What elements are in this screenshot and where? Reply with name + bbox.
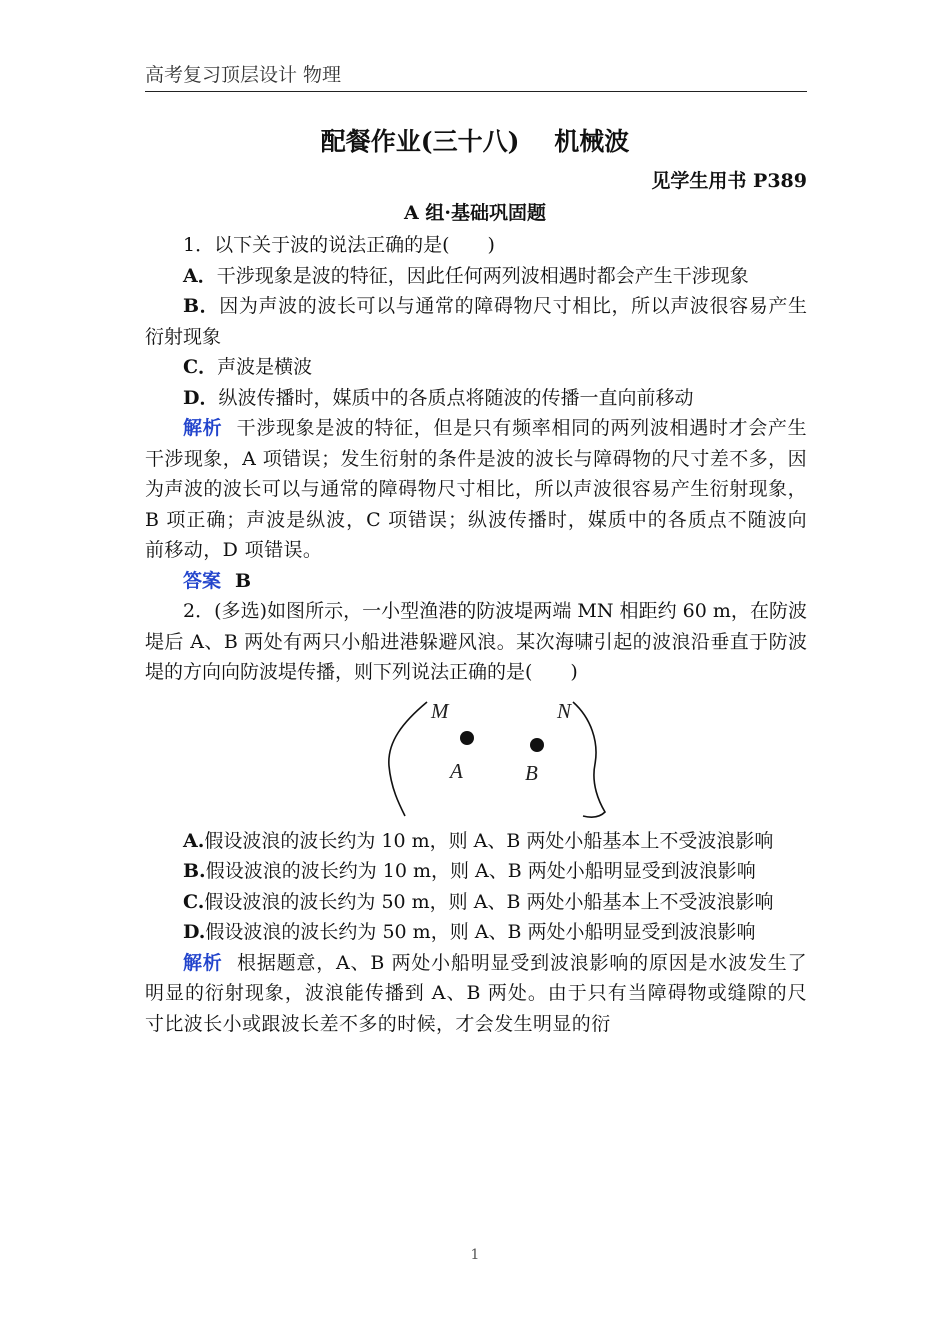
analysis-text: 根据题意，A、B 两处小船明显受到波浪影响的原因是水波发生了明显的衍射现象，波浪能传播到 A、B 两处。由于只有当障碍物或缝隙的尺寸比波长小或跟波长差不多的时候，才会发生明显的衍 <box>145 951 807 1035</box>
boat-b-point <box>530 738 544 752</box>
label-n: N <box>557 698 572 723</box>
option-label: C． <box>183 356 218 378</box>
breakwater-left-curve <box>389 702 427 816</box>
question-2-stem-text: 2．(多选)如图所示，一小型渔港的防波堤两端 MN 相距约 60 m，在防波堤后 A、B 两处有两只小船进港躲避风浪。某次海啸引起的波浪沿垂直于防波堤的方向向防波堤传播，则下列说法正确的是( ) <box>145 600 807 683</box>
answer-value: B <box>235 569 252 592</box>
option-text: 纵波传播时，媒质中的各质点将随波的传播一直向前移动 <box>218 386 694 409</box>
question-1-option-d <box>145 383 807 414</box>
breakwater-right-curve <box>573 702 605 817</box>
running-header: 高考复习顶层设计 物理 <box>145 60 807 92</box>
analysis-label: 解析 <box>183 417 223 439</box>
answer-label: 答案 <box>183 569 222 592</box>
option-text: 因为声波的波长可以与通常的障碍物尺寸相比，所以声波很容易产生衍射现象 <box>145 295 807 348</box>
breakwater-diagram <box>385 696 617 820</box>
question-1-option-c <box>145 352 807 383</box>
page-number: 1 <box>470 1247 480 1263</box>
book-reference: 见学生用书 P389 <box>651 170 807 192</box>
option-text: 声波是横波 <box>217 356 313 378</box>
option-text: 假设波浪的波长约为 10 m，则 A、B 两处小船明显受到波浪影响 <box>205 860 756 882</box>
label-a: A <box>450 758 463 783</box>
question-2-option-c <box>145 887 807 918</box>
section-heading: A 组·基础巩固题 <box>404 202 546 224</box>
option-label: D． <box>183 386 219 409</box>
question-2-option-d <box>145 917 807 948</box>
document-body <box>145 230 807 1039</box>
question-1-stem <box>145 230 807 261</box>
question-1-option-b <box>145 291 807 352</box>
question-1-stem-text: 1．以下关于波的说法正确的是( ) <box>183 234 495 256</box>
question-2-option-b <box>145 856 807 887</box>
analysis-label: 解析 <box>183 951 223 974</box>
option-text: 干涉现象是波的特征，因此任何两列波相遇时都会产生干涉现象 <box>216 264 749 287</box>
question-1-answer <box>145 566 807 597</box>
option-label: A． <box>183 264 217 287</box>
question-2-analysis <box>145 948 807 1040</box>
question-1-option-a <box>145 261 807 292</box>
option-text: 假设波浪的波长约为 10 m，则 A、B 两处小船基本上不受波浪影响 <box>204 829 774 852</box>
option-label: A. <box>183 829 205 852</box>
question-1-analysis <box>145 413 807 566</box>
option-label: B． <box>183 295 220 317</box>
boat-a-point <box>460 731 474 745</box>
option-label: B. <box>183 860 206 882</box>
option-text: 假设波浪的波长约为 50 m，则 A、B 两处小船基本上不受波浪影响 <box>204 890 774 913</box>
label-b: B <box>525 760 538 785</box>
question-2-option-a <box>145 826 807 857</box>
option-text: 假设波浪的波长约为 50 m，则 A、B 两处小船明显受到波浪影响 <box>205 921 756 943</box>
option-label: C. <box>183 890 205 913</box>
question-2-stem <box>145 596 807 688</box>
page-title: 配餐作业(三十八) 机械波 <box>320 127 630 156</box>
option-label: D. <box>183 921 206 943</box>
label-m: M <box>431 698 449 723</box>
analysis-text: 干涉现象是波的特征，但是只有频率相同的两列波相遇时才会产生干涉现象，A 项错误；发生衍射的条件是波的波长与障碍物的尺寸差不多，因为声波的波长可以与通常的障碍物尺寸相比，所以声波很容易产生衍射现象，B 项正确；声波是纵波，C 项错误；纵波传播时，媒质中的各质点不随波向前移动，D 项错误。 <box>145 417 807 561</box>
